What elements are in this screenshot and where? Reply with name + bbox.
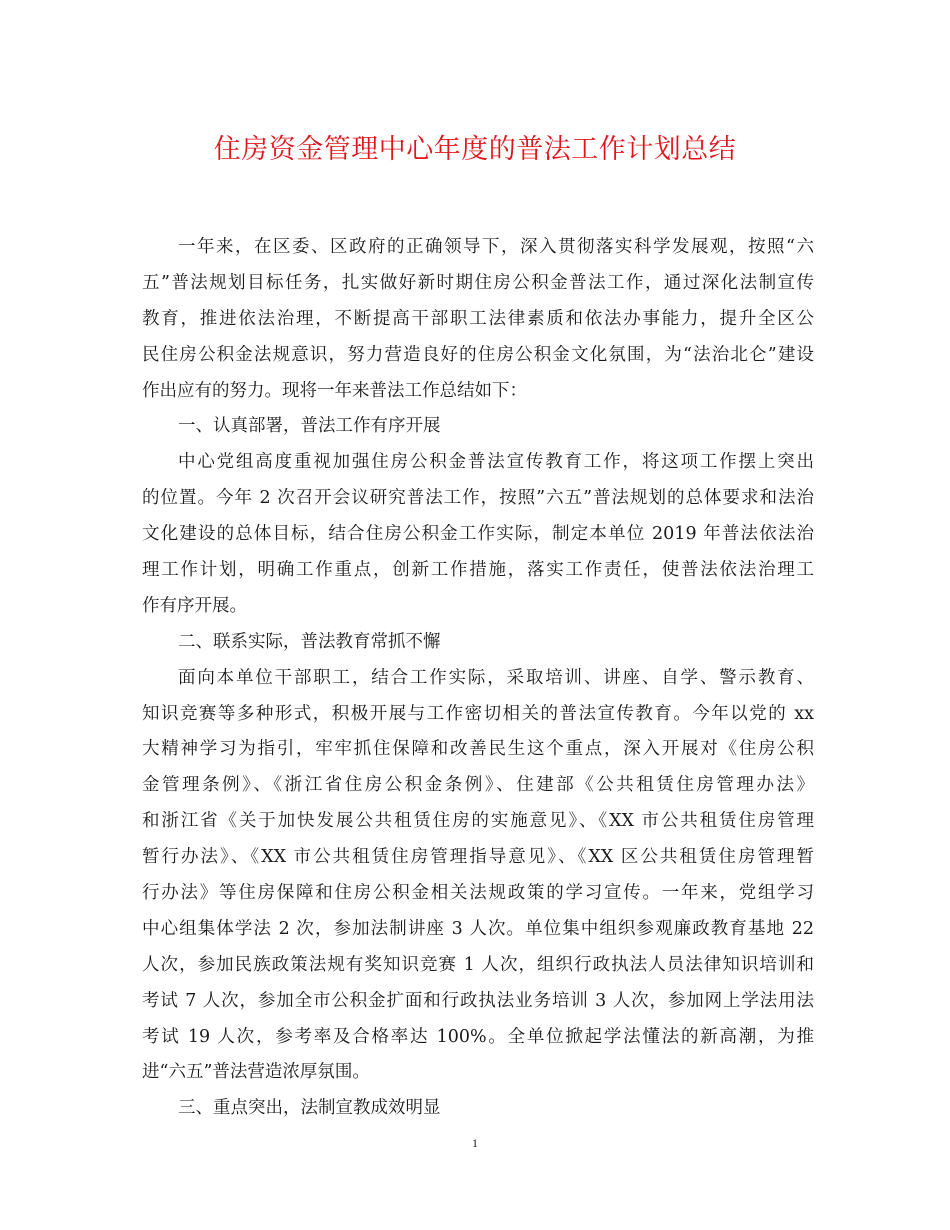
body-line: 的位置。今年 2 次召开会议研究普法工作，按照”六五”普法规划的总体要求和法治 [142, 488, 814, 509]
body-line: 一年来，在区委、区政府的正确领导下，深入贯彻落实科学发展观，按照“六 [178, 237, 814, 257]
body-line: 大精神学习为指引，牢牢抓住保障和改善民生这个重点，深入开展对《住房公积 [142, 739, 814, 760]
body-line: 作出应有的努力。现将一年来普法工作总结如下： [142, 380, 527, 401]
document-body [142, 230, 814, 1127]
body-line: 考试 19 人次，参考率及合格率达 100%。全单位掀起学法懂法的新高潮，为推 [142, 1026, 814, 1047]
body-line: 考试 7 人次，参加全市公积金扩面和行政执法业务培训 3 人次，参加网上学法用法 [142, 990, 814, 1011]
section-heading-3: 三、重点突出，法制宣教成效明显 [178, 1098, 441, 1119]
body-line: 进“六五”普法营造浓厚氛围。 [142, 1062, 370, 1083]
section-heading-2: 二、联系实际，普法教育常抓不懈 [178, 631, 441, 652]
body-line: 行办法》等住房保障和住房公积金相关法规政策的学习宣传。一年来，党组学习 [142, 883, 814, 904]
body-line: 中心组集体学法 2 次，参加法制讲座 3 人次。单位集中组织参观廉政教育基地 22 [142, 918, 814, 939]
body-line: 和浙江省《关于加快发展公共租赁住房的实施意见》、《XX 市公共租赁住房管理 [142, 811, 814, 832]
page-number: 1 [472, 1136, 478, 1150]
document-title: 住房资金管理中心年度的普法工作计划总结 [213, 134, 737, 165]
body-line: 教育，推进依法治理，不断提高干部职工法律素质和依法办事能力，提升全区公 [142, 308, 814, 329]
body-line: 面向本单位干部职工，结合工作实际，采取培训、讲座、自学、警示教育、 [178, 667, 814, 688]
body-line: 人次，参加民族政策法规有奖知识竞赛 1 人次，组织行政执法人员法律知识培训和 [142, 954, 814, 975]
body-line: 理工作计划，明确工作重点，创新工作措施，落实工作责任，使普法依法治理工 [142, 560, 814, 581]
body-line: 暂行办法》、《XX 市公共租赁住房管理指导意见》、《XX 区公共租赁住房管理暂 [142, 847, 814, 868]
body-line: 民住房公积金法规意识，努力营造良好的住房公积金文化氛围，为“法治北仑”建设 [142, 344, 814, 365]
body-line: 知识竞赛等多种形式，积极开展与工作密切相关的普法宣传教育。今年以党的 xx [142, 703, 814, 724]
body-line: 中心党组高度重视加强住房公积金普法宣传教育工作，将这项工作摆上突出 [178, 452, 814, 473]
body-line: 作有序开展。 [142, 595, 247, 616]
body-line: 文化建设的总体目标，结合住房公积金工作实际，制定本单位 2019 年普法依法治 [142, 524, 814, 545]
body-line: 五”普法规划目标任务，扎实做好新时期住房公积金普法工作，通过深化法制宣传 [142, 272, 814, 293]
section-heading-1: 一、认真部署，普法工作有序开展 [178, 416, 441, 437]
body-line: 金管理条例》、《浙江省住房公积金条例》、住建部《公共租赁住房管理办法》 [142, 775, 814, 796]
